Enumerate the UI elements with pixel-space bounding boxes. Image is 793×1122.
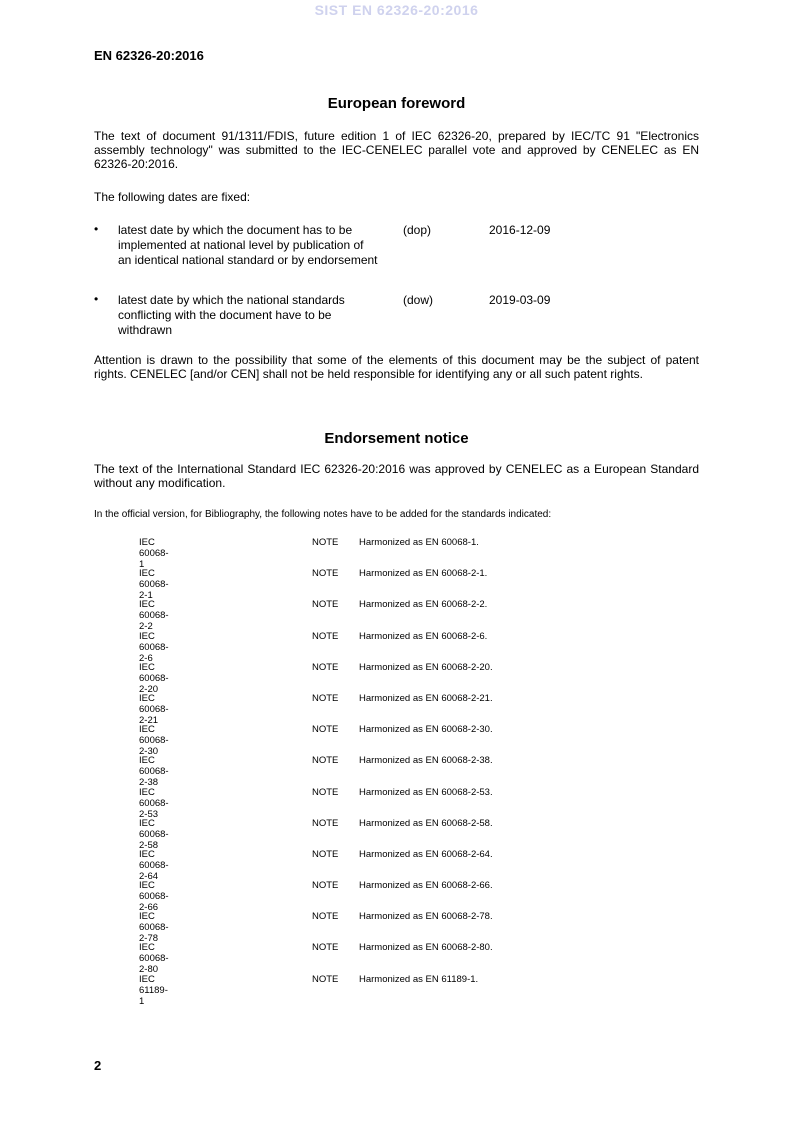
note-text: Harmonized as EN 60068-2-53. <box>359 786 493 798</box>
note-label: NOTE <box>312 661 339 673</box>
note-label: NOTE <box>312 911 339 923</box>
bibliography-intro: In the official version, for Bibliography, the following notes have to be added for the standards indicated: <box>94 509 552 520</box>
foreword-intro: The text of document 91/1311/FDIS, future edition 1 of IEC 62326-20, prepared by IEC/TC 91 "Electronics assembly technology" was submitted to the IEC-CENELEC parallel vote and approved by CENELEC as EN 62326-20:2016. <box>94 129 699 171</box>
note-label: NOTE <box>312 880 339 892</box>
note-standard: IEC 60068-2-20 <box>139 661 169 695</box>
note-text: Harmonized as EN 60068-2-30. <box>359 724 493 736</box>
note-label: NOTE <box>312 848 339 860</box>
note-label: NOTE <box>312 630 339 642</box>
date-item-code: (dop) <box>403 223 432 237</box>
note-standard: IEC 60068-1 <box>139 537 169 570</box>
note-text: Harmonized as EN 60068-1. <box>359 537 479 548</box>
note-label: NOTE <box>312 817 339 829</box>
note-text: Harmonized as EN 60068-2-20. <box>359 661 493 673</box>
date-item-code: (dow) <box>403 293 434 307</box>
bullet-icon: • <box>94 222 99 236</box>
note-standard: IEC 61189-1 <box>139 973 168 1007</box>
date-item-text: latest date by which the national standards conflicting with the document have to be withdrawn <box>118 293 345 337</box>
dates-intro: The following dates are fixed: <box>94 190 251 204</box>
note-label: NOTE <box>312 942 339 954</box>
endorsement-heading: Endorsement notice <box>324 430 469 447</box>
note-standard: IEC 60068-2-66 <box>139 880 169 914</box>
note-text: Harmonized as EN 60068-2-1. <box>359 568 488 580</box>
note-text: Harmonized as EN 60068-2-21. <box>359 692 493 704</box>
note-text: Harmonized as EN 60068-2-66. <box>359 880 493 892</box>
note-text: Harmonized as EN 60068-2-58. <box>359 817 493 829</box>
note-label: NOTE <box>312 692 339 704</box>
note-standard: IEC 60068-2-1 <box>139 568 169 602</box>
page-number: 2 <box>94 1058 102 1073</box>
note-label: NOTE <box>312 724 339 736</box>
watermark: SIST EN 62326-20:2016 <box>314 2 479 18</box>
note-standard: IEC 60068-2-30 <box>139 724 169 758</box>
date-item-text: latest date by which the document has to be implemented at national level by publication of an identical national standard or by endorsement <box>118 223 378 267</box>
note-label: NOTE <box>312 786 339 798</box>
note-standard: IEC 60068-2-6 <box>139 630 169 664</box>
note-standard: IEC 60068-2-38 <box>139 755 169 789</box>
note-standard: IEC 60068-2-64 <box>139 848 169 882</box>
note-text: Harmonized as EN 60068-2-78. <box>359 911 493 923</box>
note-label: NOTE <box>312 755 339 767</box>
foreword-heading: European foreword <box>327 95 466 112</box>
bullet-icon: • <box>94 292 99 306</box>
note-standard: IEC 60068-2-53 <box>139 786 169 820</box>
note-standard: IEC 60068-2-21 <box>139 692 169 726</box>
note-label: NOTE <box>312 537 339 548</box>
note-label: NOTE <box>312 973 339 985</box>
patent-attention: Attention is drawn to the possibility that some of the elements of this document may be the subject of patent rights. CENELEC [and/or CEN] shall not be held responsible for identifying any or all such patent rights. <box>94 353 699 381</box>
note-text: Harmonized as EN 60068-2-80. <box>359 942 493 954</box>
note-label: NOTE <box>312 599 339 611</box>
note-text: Harmonized as EN 60068-2-38. <box>359 755 493 767</box>
note-standard: IEC 60068-2-80 <box>139 942 169 976</box>
note-standard: IEC 60068-2-58 <box>139 817 169 851</box>
note-text: Harmonized as EN 60068-2-2. <box>359 599 488 611</box>
note-label: NOTE <box>312 568 339 580</box>
note-standard: IEC 60068-2-2 <box>139 599 169 633</box>
date-item-date: 2016-12-09 <box>489 223 551 237</box>
endorsement-text: The text of the International Standard IEC 62326-20:2016 was approved by CENELEC as a European Standard without any modification. <box>94 462 699 490</box>
document-id: EN 62326-20:2016 <box>94 48 204 63</box>
note-text: Harmonized as EN 61189-1. <box>359 973 479 985</box>
note-text: Harmonized as EN 60068-2-64. <box>359 848 493 860</box>
note-standard: IEC 60068-2-78 <box>139 911 169 945</box>
note-text: Harmonized as EN 60068-2-6. <box>359 630 488 642</box>
date-item-date: 2019-03-09 <box>489 293 551 307</box>
